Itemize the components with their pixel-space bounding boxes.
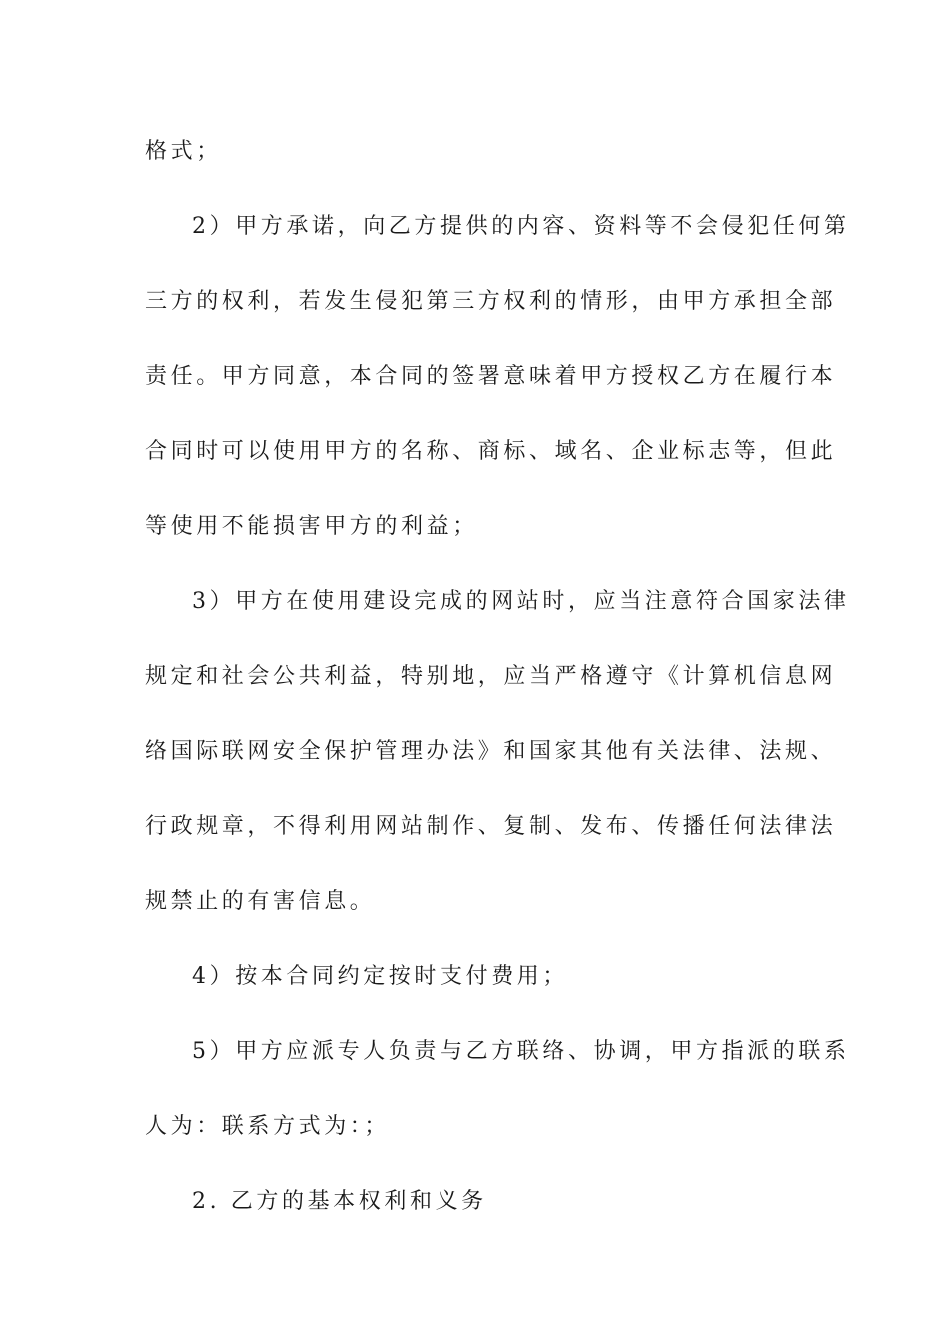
clause-5-line-2: 人为：联系方式为：； xyxy=(145,1114,391,1139)
clause-2-line-4: 合同时可以使用甲方的名称、商标、域名、企业标志等，但此 xyxy=(145,439,837,464)
clause-2-line-3: 责任。甲方同意，本合同的签署意味着甲方授权乙方在履行本 xyxy=(145,364,837,389)
clause-3-line-1: 3）甲方在使用建设完成的网站时，应当注意符合国家法律 xyxy=(192,589,850,614)
clause-3-line-3: 络国际联网安全保护管理办法》和国家其他有关法律、法规、 xyxy=(145,739,837,764)
clause-2-line-2: 三方的权利，若发生侵犯第三方权利的情形，由甲方承担全部 xyxy=(145,289,837,314)
clause-3-line-5: 规禁止的有害信息。 xyxy=(145,889,376,914)
section-heading: 2. 乙方的基本权利和义务 xyxy=(192,1189,487,1214)
clause-3-line-4: 行政规章，不得利用网站制作、复制、发布、传播任何法律法 xyxy=(145,814,837,839)
clause-2-line-1: 2）甲方承诺，向乙方提供的内容、资料等不会侵犯任何第 xyxy=(192,214,850,239)
clause-4-line-1: 4）按本合同约定按时支付费用； xyxy=(192,964,568,989)
clause-5-line-1: 5）甲方应派专人负责与乙方联络、协调，甲方指派的联系 xyxy=(192,1039,850,1064)
text-line-1: 格式； xyxy=(145,139,222,164)
clause-2-line-5: 等使用不能损害甲方的利益； xyxy=(145,514,478,539)
clause-3-line-2: 规定和社会公共利益，特别地，应当严格遵守《计算机信息网 xyxy=(145,664,837,689)
